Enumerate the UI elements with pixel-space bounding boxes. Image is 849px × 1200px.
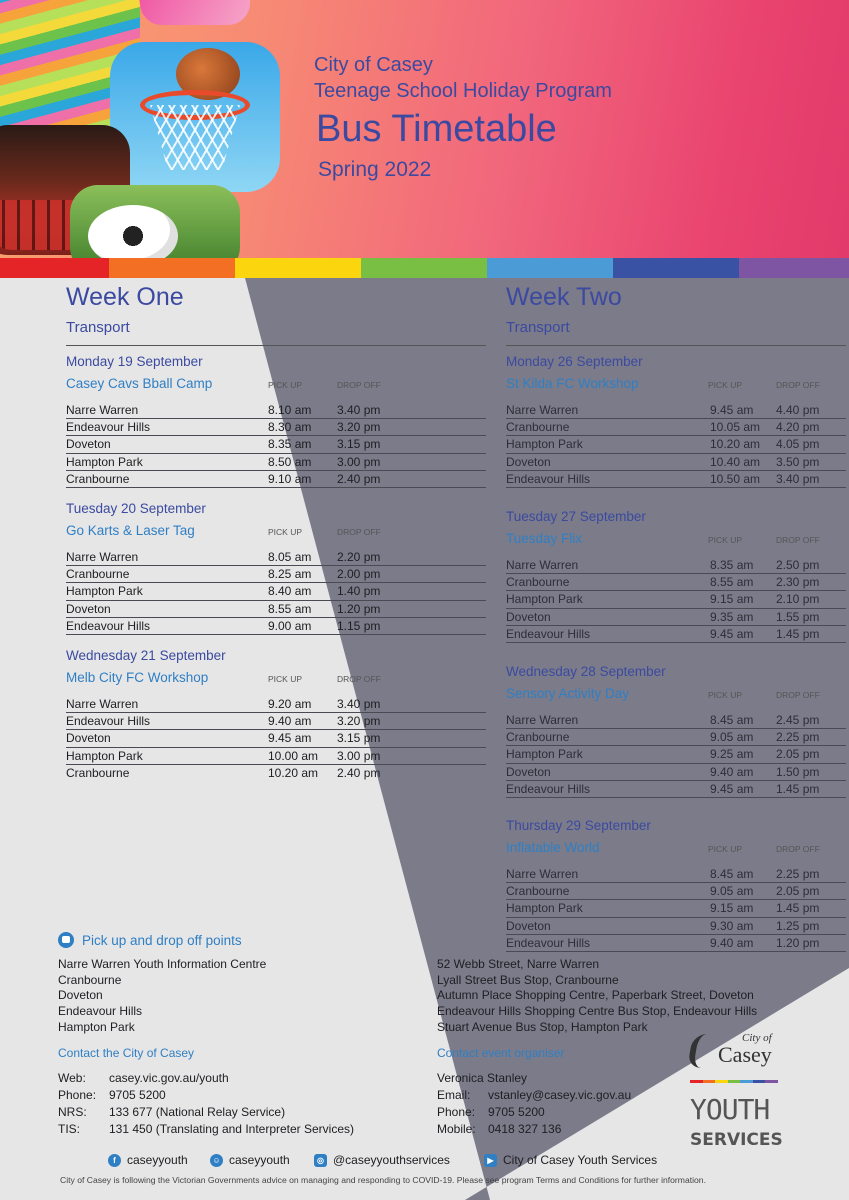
table-row — [66, 583, 486, 600]
table-row — [506, 866, 846, 883]
casey-mark-icon — [687, 1034, 715, 1068]
contact-label: NRS: — [58, 1105, 87, 1119]
dropoff-time: 3.15 pm — [337, 731, 381, 746]
logo-casey: Casey — [718, 1042, 772, 1067]
social-link[interactable] — [314, 1153, 450, 1167]
logo-bar-segment — [690, 1080, 703, 1083]
pickup-location: Narre Warren Youth Information Centre — [58, 957, 267, 971]
pickup-col-label: PICK UP — [708, 690, 743, 700]
table-row — [66, 713, 486, 730]
week-one-transport: Transport — [66, 318, 486, 346]
table-row — [66, 419, 486, 436]
location-name: Doveton — [66, 601, 111, 616]
dropoff-time: 2.40 pm — [337, 471, 381, 486]
activity-name: St Kilda FC Workshop — [506, 376, 639, 391]
day-block — [506, 817, 846, 952]
dropoff-time: 1.25 pm — [776, 918, 820, 933]
dropoff-time: 1.45 pm — [776, 781, 820, 796]
dropoff-time: 2.25 pm — [776, 867, 820, 881]
logo-bar-segment — [740, 1080, 753, 1083]
pickup-col-label: PICK UP — [708, 535, 743, 545]
location-name: Cranbourne — [506, 884, 570, 899]
location-name: Narre Warren — [506, 558, 579, 572]
dropoff-col-label: DROP OFF — [776, 844, 820, 854]
pickup-time: 10.50 am — [710, 471, 761, 486]
organiser-name: Veronica Stanley — [437, 1071, 528, 1085]
dropoff-time: 3.40 pm — [337, 403, 381, 417]
day-block — [66, 500, 486, 635]
location-name: Narre Warren — [506, 403, 579, 417]
pickup-time: 8.05 am — [268, 550, 312, 564]
strip-segment — [487, 258, 613, 278]
table-row — [506, 436, 846, 453]
facebook-icon: f — [108, 1154, 121, 1167]
contact-casey-list — [58, 1070, 354, 1138]
pickup-title: Pick up and drop off points — [82, 932, 242, 948]
logo-bar-segment — [728, 1080, 741, 1083]
contact-organiser-title: Contact event organiser — [437, 1046, 565, 1060]
location-name: Doveton — [66, 731, 111, 746]
location-name: Endeavour Hills — [506, 471, 591, 486]
day-heading: Wednesday 21 September — [66, 648, 226, 663]
strip-segment — [613, 258, 739, 278]
activity-row — [66, 523, 486, 545]
contact-value: 131 450 (Translating and Interpreter Services) — [109, 1122, 355, 1136]
pickup-time: 8.55 am — [710, 575, 754, 590]
dropoff-time: 3.20 pm — [337, 714, 381, 729]
dropoff-col-label: DROP OFF — [337, 380, 381, 390]
dropoff-time: 1.55 pm — [776, 609, 820, 624]
contact-label: Email: — [437, 1088, 471, 1102]
pickup-col-label: PICK UP — [708, 844, 743, 854]
contact-row — [58, 1121, 354, 1138]
dropoff-time: 4.05 pm — [776, 437, 820, 452]
pickup-address: 52 Webb Street, Narre Warren — [437, 957, 600, 971]
contact-row — [437, 1104, 631, 1121]
pickup-time: 10.20 am — [710, 437, 761, 452]
pickup-time: 8.25 am — [268, 567, 312, 582]
location-name: Cranbourne — [66, 471, 130, 486]
timetable-rows — [506, 557, 846, 643]
dropoff-time: 3.50 pm — [776, 454, 820, 469]
table-row — [506, 471, 846, 488]
pickup-time: 9.20 am — [268, 697, 312, 711]
activity-row — [506, 686, 846, 708]
pickup-time: 8.35 am — [710, 558, 754, 572]
location-name: Doveton — [506, 454, 551, 469]
table-row — [506, 900, 846, 917]
strip-segment — [739, 258, 849, 278]
dropoff-time: 2.00 pm — [337, 567, 381, 582]
pickup-col-label: PICK UP — [268, 674, 303, 684]
location-name: Endeavour Hills — [66, 420, 151, 435]
location-name: Narre Warren — [66, 697, 139, 711]
dropoff-time: 2.30 pm — [776, 575, 820, 590]
contact-row — [58, 1087, 354, 1104]
table-row — [506, 574, 846, 591]
pickup-address: Autumn Place Shopping Centre, Paperbark Street, Doveton — [437, 988, 754, 1003]
page-title: Bus Timetable — [316, 108, 557, 150]
pickup-location: Cranbourne — [58, 972, 122, 987]
pickup-time: 9.05 am — [710, 730, 754, 745]
day-block — [506, 663, 846, 798]
instagram-icon: ◎ — [314, 1154, 327, 1167]
table-row — [506, 764, 846, 781]
dropoff-time: 2.40 pm — [337, 765, 381, 780]
pickup-time: 8.55 am — [268, 601, 312, 616]
table-row — [506, 609, 846, 626]
table-row — [506, 557, 846, 574]
location-name: Cranbourne — [66, 567, 130, 582]
table-row — [66, 618, 486, 635]
header-banner — [0, 0, 849, 258]
pickup-time: 9.15 am — [710, 592, 754, 607]
week-one-column — [66, 282, 486, 780]
pickup-time: 8.50 am — [268, 454, 312, 469]
social-link[interactable] — [108, 1153, 188, 1167]
location-name: Doveton — [66, 437, 111, 452]
table-row — [506, 935, 846, 952]
day-heading: Tuesday 20 September — [66, 501, 206, 516]
dropoff-time: 3.00 pm — [337, 454, 381, 469]
paintbrush-photo — [140, 0, 250, 25]
timetable-rows — [506, 402, 846, 488]
header-city: City of Casey — [314, 54, 433, 76]
dropoff-time: 3.15 pm — [337, 437, 381, 452]
day-heading: Monday 26 September — [506, 354, 643, 369]
week-two-column — [506, 282, 846, 950]
location-name: Endeavour Hills — [506, 626, 591, 641]
disclaimer: City of Casey is following the Victorian Governments advice on managing and responding to COVID-19. Please see program Terms and Conditions for further information. — [60, 1175, 706, 1185]
logo-city-of: City of — [742, 1032, 772, 1044]
social-label: City of Casey Youth Services — [503, 1153, 658, 1167]
contact-value: 9705 5200 — [488, 1105, 545, 1119]
pickup-time: 9.40 am — [710, 764, 754, 779]
table-row — [506, 729, 846, 746]
dropoff-col-label: DROP OFF — [776, 380, 820, 390]
dropoff-time: 3.40 pm — [337, 697, 381, 711]
dropoff-time: 3.20 pm — [337, 420, 381, 435]
location-name: Narre Warren — [66, 550, 139, 564]
activity-row — [66, 376, 486, 398]
social-label: caseyyouth — [127, 1153, 188, 1167]
pickup-col-label: PICK UP — [268, 527, 303, 537]
pickup-time: 9.35 am — [710, 609, 754, 624]
pickup-address: Stuart Avenue Bus Stop, Hampton Park — [437, 1019, 648, 1034]
location-name: Doveton — [506, 918, 551, 933]
timetable-rows — [506, 712, 846, 798]
social-label: @caseyyouthservices — [333, 1153, 450, 1167]
pickup-time: 10.40 am — [710, 454, 761, 469]
table-row — [66, 601, 486, 618]
strip-segment — [0, 258, 109, 278]
table-row — [66, 566, 486, 583]
dropoff-time: 2.10 pm — [776, 592, 820, 607]
pickup-time: 10.00 am — [268, 748, 319, 763]
contact-organiser-list — [437, 1070, 631, 1138]
table-row — [506, 746, 846, 763]
table-row — [66, 454, 486, 471]
pickup-time: 9.25 am — [710, 747, 754, 762]
table-row — [506, 883, 846, 900]
location-name: Hampton Park — [506, 901, 583, 916]
youtube-icon: ▶ — [484, 1154, 497, 1167]
pickup-time: 8.35 am — [268, 437, 312, 452]
activity-row — [506, 531, 846, 553]
pickup-location: Endeavour Hills — [58, 1004, 143, 1019]
timetable-rows — [66, 402, 486, 488]
table-row — [506, 419, 846, 436]
contact-value: 9705 5200 — [109, 1088, 166, 1102]
dropoff-time: 3.00 pm — [337, 748, 381, 763]
activity-name: Tuesday Flix — [506, 531, 583, 546]
week-two-title: Week Two — [506, 283, 622, 311]
logo-bar-segment — [753, 1080, 766, 1083]
table-row — [66, 696, 486, 713]
location-name: Cranbourne — [506, 730, 570, 745]
social-label: caseyyouth — [229, 1153, 290, 1167]
location-name: Cranbourne — [506, 575, 570, 590]
dropoff-time: 2.05 pm — [776, 747, 820, 762]
pickup-time: 9.15 am — [710, 901, 754, 916]
week-two-transport: Transport — [506, 318, 846, 346]
activity-name: Melb City FC Workshop — [66, 670, 209, 685]
dropoff-time: 2.05 pm — [776, 884, 820, 899]
header-season: Spring 2022 — [318, 158, 432, 181]
contact-label: Mobile: — [437, 1122, 476, 1136]
pickup-locations — [58, 957, 266, 1036]
location-name: Endeavour Hills — [66, 714, 151, 729]
timetable-rows — [506, 866, 846, 952]
pickup-address: Lyall Street Bus Stop, Cranbourne — [437, 972, 619, 987]
activity-name: Sensory Activity Day — [506, 686, 630, 701]
dropoff-time: 1.15 pm — [337, 618, 381, 633]
dropoff-time: 2.20 pm — [337, 550, 381, 564]
strip-segment — [361, 258, 487, 278]
snapchat-icon: ☺ — [210, 1154, 223, 1167]
dropoff-time: 2.50 pm — [776, 558, 820, 572]
pickup-heading — [58, 932, 242, 948]
location-name: Hampton Park — [506, 437, 583, 452]
activity-name: Casey Cavs Bball Camp — [66, 376, 213, 391]
activity-name: Inflatable World — [506, 840, 600, 855]
location-name: Narre Warren — [506, 713, 579, 727]
contact-label: Web: — [58, 1071, 86, 1085]
pickup-address: Endeavour Hills Shopping Centre Bus Stop, Endeavour Hills — [437, 1004, 758, 1019]
table-row — [506, 712, 846, 729]
location-name: Hampton Park — [66, 584, 143, 599]
logo-bar-segment — [703, 1080, 716, 1083]
day-block — [66, 353, 486, 488]
strip-segment — [109, 258, 235, 278]
activity-row — [506, 376, 846, 398]
logo-bar-segment — [765, 1080, 778, 1083]
location-name: Endeavour Hills — [66, 618, 151, 633]
city-of-casey-logo — [690, 1030, 780, 1075]
dropoff-time: 2.25 pm — [776, 730, 820, 745]
pickup-time: 8.40 am — [268, 584, 312, 599]
location-name: Cranbourne — [506, 420, 570, 435]
table-row — [506, 454, 846, 471]
location-name: Cranbourne — [66, 765, 130, 780]
social-link[interactable] — [484, 1153, 657, 1167]
pickup-time: 9.45 am — [710, 403, 754, 417]
table-row — [66, 402, 486, 419]
pickup-time: 9.45 am — [710, 626, 754, 641]
location-name: Narre Warren — [506, 867, 579, 881]
contact-casey-title: Contact the City of Casey — [58, 1046, 195, 1060]
week-one-title: Week One — [66, 283, 184, 311]
pickup-time: 9.00 am — [268, 618, 312, 633]
activity-row — [66, 670, 486, 692]
dropoff-col-label: DROP OFF — [776, 535, 820, 545]
table-row — [66, 765, 486, 782]
dropoff-time: 4.40 pm — [776, 403, 820, 417]
pickup-time: 9.40 am — [268, 714, 312, 729]
contact-value: vstanley@casey.vic.gov.au — [488, 1088, 632, 1102]
logo-rainbow-bar — [690, 1080, 778, 1083]
logo-youth: YOUTH — [690, 1093, 770, 1126]
table-row — [66, 730, 486, 747]
pickup-col-label: PICK UP — [268, 380, 303, 390]
contact-row — [58, 1070, 354, 1087]
pickup-time: 9.45 am — [268, 731, 312, 746]
dropoff-col-label: DROP OFF — [776, 690, 820, 700]
soccer-ball-icon — [88, 205, 178, 258]
dropoff-time: 1.45 pm — [776, 901, 820, 916]
day-block — [506, 353, 846, 488]
pickup-location: Doveton — [58, 988, 103, 1003]
logo-services: SERVICES — [690, 1130, 783, 1150]
social-link[interactable] — [210, 1153, 290, 1167]
strip-segment — [235, 258, 361, 278]
contact-value: 133 677 (National Relay Service) — [109, 1105, 286, 1119]
day-heading: Monday 19 September — [66, 354, 203, 369]
pickup-time: 9.30 am — [710, 918, 754, 933]
timetable-rows — [66, 549, 486, 635]
day-block — [66, 647, 486, 782]
pickup-time: 10.05 am — [710, 420, 761, 435]
contact-row — [437, 1087, 631, 1104]
activity-name: Go Karts & Laser Tag — [66, 523, 195, 538]
contact-label: TIS: — [58, 1122, 81, 1136]
pickup-time: 9.40 am — [710, 935, 754, 950]
contact-label: Phone: — [58, 1088, 97, 1102]
bus-icon — [58, 932, 74, 948]
dropoff-time: 1.45 pm — [776, 626, 820, 641]
timetable-rows — [66, 696, 486, 782]
location-name: Hampton Park — [66, 454, 143, 469]
pickup-time: 8.10 am — [268, 403, 312, 417]
dropoff-time: 1.20 pm — [337, 601, 381, 616]
table-row — [506, 626, 846, 643]
table-row — [506, 591, 846, 608]
header-photo-collage — [0, 0, 260, 258]
table-row — [66, 748, 486, 765]
dropoff-time: 1.40 pm — [337, 584, 381, 599]
table-row — [66, 436, 486, 453]
pickup-time: 8.30 am — [268, 420, 312, 435]
day-block — [506, 508, 846, 643]
location-name: Endeavour Hills — [506, 935, 591, 950]
location-name: Hampton Park — [66, 748, 143, 763]
dropoff-col-label: DROP OFF — [337, 674, 381, 684]
pickup-addresses — [437, 957, 757, 1036]
table-row — [66, 549, 486, 566]
table-row — [506, 918, 846, 935]
table-row — [506, 781, 846, 798]
contact-value: casey.vic.gov.au/youth — [109, 1071, 229, 1085]
rainbow-strip — [0, 258, 849, 278]
location-name: Doveton — [506, 764, 551, 779]
contact-value: 0418 327 136 — [488, 1122, 562, 1136]
dropoff-col-label: DROP OFF — [337, 527, 381, 537]
location-name: Hampton Park — [506, 747, 583, 762]
day-heading: Tuesday 27 September — [506, 509, 646, 524]
pickup-time: 8.45 am — [710, 713, 754, 727]
day-heading: Thursday 29 September — [506, 818, 651, 833]
header-program: Teenage School Holiday Program — [314, 80, 612, 102]
location-name: Doveton — [506, 609, 551, 624]
pickup-time: 9.10 am — [268, 471, 312, 486]
table-row — [66, 471, 486, 488]
pickup-col-label: PICK UP — [708, 380, 743, 390]
contact-row — [58, 1104, 354, 1121]
pickup-time: 9.45 am — [710, 781, 754, 796]
dropoff-time: 1.20 pm — [776, 935, 820, 950]
contact-row — [437, 1121, 631, 1138]
day-heading: Wednesday 28 September — [506, 664, 666, 679]
logo-bar-segment — [715, 1080, 728, 1083]
pickup-location: Hampton Park — [58, 1019, 135, 1034]
contact-label: Phone: — [437, 1105, 476, 1119]
dropoff-time: 2.45 pm — [776, 713, 820, 727]
location-name: Endeavour Hills — [506, 781, 591, 796]
dropoff-time: 1.50 pm — [776, 764, 820, 779]
dropoff-time: 4.20 pm — [776, 420, 820, 435]
location-name: Hampton Park — [506, 592, 583, 607]
pickup-time: 9.05 am — [710, 884, 754, 899]
pickup-time: 8.45 am — [710, 867, 754, 881]
activity-row — [506, 840, 846, 862]
location-name: Narre Warren — [66, 403, 139, 417]
table-row — [506, 402, 846, 419]
pickup-time: 10.20 am — [268, 765, 319, 780]
dropoff-time: 3.40 pm — [776, 471, 820, 486]
